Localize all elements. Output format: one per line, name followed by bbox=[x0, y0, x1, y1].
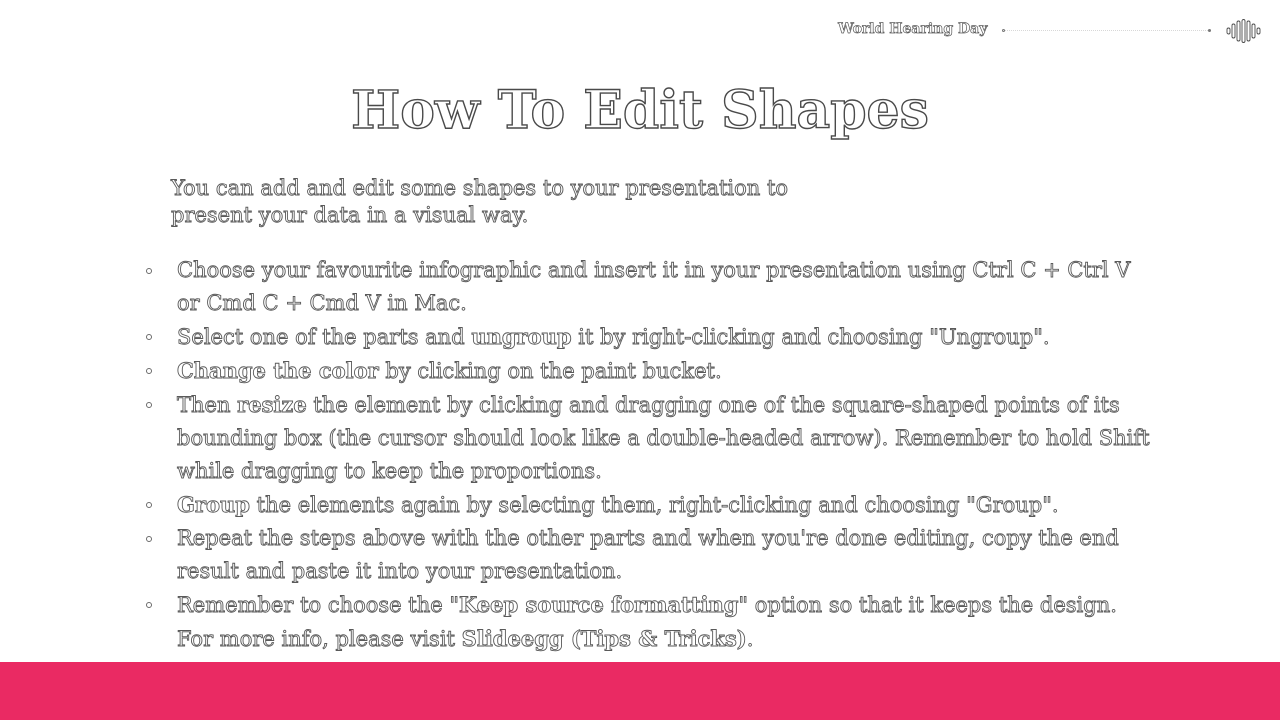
bullet-icon bbox=[146, 334, 152, 340]
instruction-item bbox=[177, 320, 1152, 354]
instruction-text: it by right-clicking and choosing "Ungroup". bbox=[571, 325, 1050, 349]
bullet-icon bbox=[146, 536, 152, 542]
instruction-text: Repeat the steps above with the other parts and when you're done editing, copy the end result and paste it into your presentation. bbox=[177, 526, 1119, 583]
instruction-item bbox=[177, 488, 1152, 522]
instruction-text: . bbox=[746, 627, 754, 651]
instruction-item bbox=[177, 354, 1152, 388]
instruction-text: the element by clicking and dragging one of the square-shaped points of its bounding box (the cursor should look like a double-headed arrow). Remember to hold Shift while dragging to keep the proportions. bbox=[177, 393, 1150, 483]
instruction-text: the elements again by selecting them, right-clicking and choosing "Group". bbox=[249, 493, 1059, 517]
instruction-item bbox=[177, 254, 1152, 320]
bullet-icon bbox=[146, 502, 152, 508]
instruction-text: " option so that it keeps the design. For more info, please visit bbox=[177, 593, 1117, 651]
header-divider-dot-right bbox=[1208, 29, 1211, 32]
instruction-text: Then bbox=[177, 393, 238, 417]
slide-title: How To Edit Shapes bbox=[351, 80, 929, 141]
instruction-emphasis: ungroup bbox=[471, 324, 572, 349]
instruction-text: by clicking on the paint bucket. bbox=[378, 359, 722, 383]
slide-header bbox=[838, 18, 1268, 44]
instruction-list bbox=[177, 254, 1152, 656]
bullet-icon bbox=[146, 368, 152, 374]
header-divider-line bbox=[1003, 30, 1208, 31]
instruction-emphasis: Change the color bbox=[177, 358, 379, 383]
instruction-emphasis: Group bbox=[177, 492, 250, 517]
slide-intro: You can add and edit some shapes to your presentation to present your data in a visual way. bbox=[171, 176, 789, 227]
instruction-emphasis: Slideegg (Tips & Tricks) bbox=[461, 626, 747, 651]
bullet-icon bbox=[146, 268, 152, 274]
instruction-emphasis: resize bbox=[237, 392, 307, 417]
instruction-text: Select one of the parts and bbox=[177, 325, 472, 349]
instruction-text: Choose your favourite infographic and insert it in your presentation using Ctrl C + Ctrl V or Cmd C + Cmd V in Mac. bbox=[177, 258, 1131, 315]
header-title: World Hearing Day bbox=[838, 21, 988, 37]
bullet-icon bbox=[146, 602, 152, 608]
instruction-item bbox=[177, 388, 1152, 488]
footer-accent-band bbox=[0, 662, 1280, 720]
sound-wave-logo-icon bbox=[1226, 19, 1262, 43]
instruction-emphasis: Keep source formatting bbox=[459, 592, 739, 617]
bullet-icon bbox=[146, 402, 152, 408]
instruction-text: Remember to choose the " bbox=[177, 593, 460, 617]
instruction-item bbox=[177, 522, 1152, 588]
instruction-item bbox=[177, 588, 1152, 656]
